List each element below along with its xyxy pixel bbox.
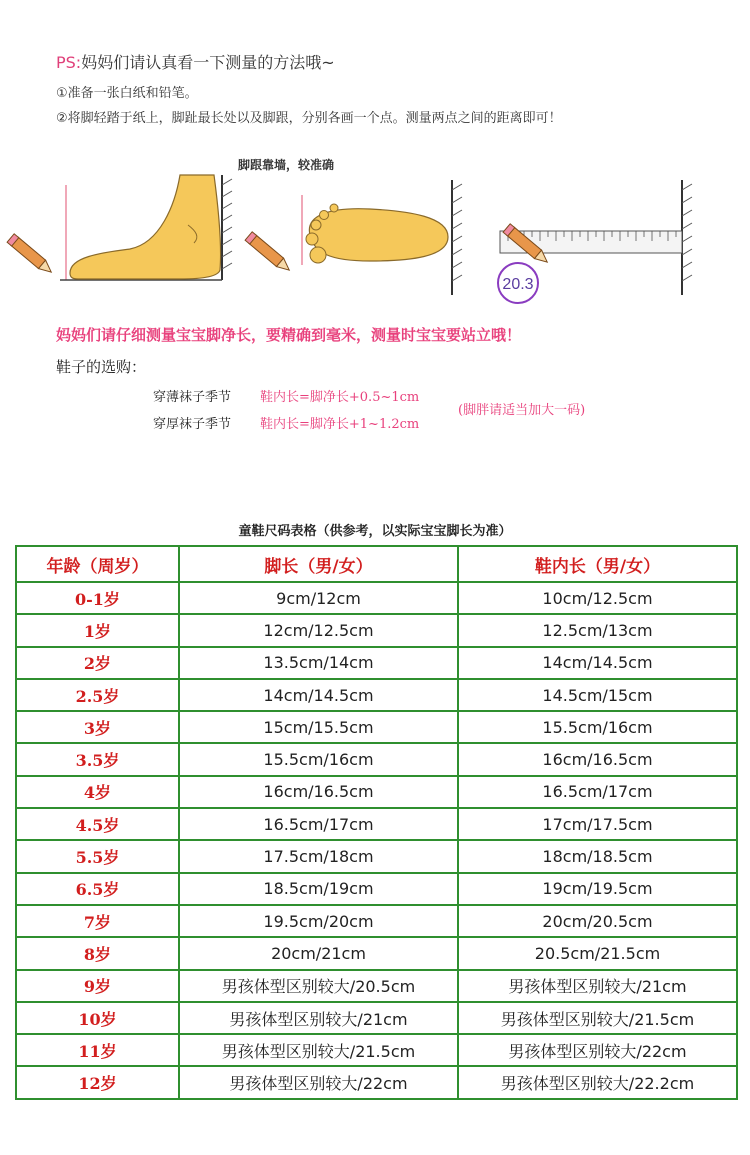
inner-length-cell: 20.5cm/21.5cm [458, 937, 737, 969]
age-cell: 7岁 [16, 905, 179, 937]
age-cell: 1岁 [16, 614, 179, 646]
ps-text: 妈妈们请认真看一下测量的方法哦~ [81, 53, 335, 72]
foot-length-cell: 9cm/12cm [179, 582, 458, 614]
age-cell: 2.5岁 [16, 679, 179, 711]
foot-length-cell: 男孩体型区别较大/21.5cm [179, 1034, 458, 1066]
foot-length-cell: 14cm/14.5cm [179, 679, 458, 711]
inner-length-cell: 12.5cm/13cm [458, 614, 737, 646]
header-inner-length: 鞋内长（男/女） [458, 546, 737, 582]
age-cell: 2岁 [16, 647, 179, 679]
age-cell: 5.5岁 [16, 840, 179, 872]
table-row [16, 776, 737, 808]
age-cell: 0-1岁 [16, 582, 179, 614]
season-thick-socks: 穿厚袜子季节 [153, 417, 232, 432]
inner-length-cell: 15.5cm/16cm [458, 711, 737, 743]
table-row [16, 711, 737, 743]
age-cell: 12岁 [16, 1066, 179, 1098]
table-row [16, 1002, 737, 1034]
table-row [16, 873, 737, 905]
foot-length-cell: 16cm/16.5cm [179, 776, 458, 808]
instruction-step-2: ②将脚轻踏于纸上，脚趾最长处以及脚跟，分别各画一个点。测量两点之间的距离即可！ [56, 111, 562, 126]
measure-warning: 妈妈们请仔细测量宝宝脚净长，要精确到毫米，测量时宝宝要站立哦！ [56, 326, 522, 344]
inner-length-cell: 18cm/18.5cm [458, 840, 737, 872]
foot-length-cell: 19.5cm/20cm [179, 905, 458, 937]
pencil-icon [245, 232, 293, 274]
age-cell: 10岁 [16, 1002, 179, 1034]
foot-length-cell: 男孩体型区别较大/22cm [179, 1066, 458, 1098]
inner-length-cell: 14.5cm/15cm [458, 679, 737, 711]
table-row [16, 840, 737, 872]
size-table-caption: 童鞋尺码表格（供参考，以实际宝宝脚长为准） [238, 524, 512, 539]
inner-length-cell: 男孩体型区别较大/21.5cm [458, 1002, 737, 1034]
table-row [16, 614, 737, 646]
age-cell: 11岁 [16, 1034, 179, 1066]
table-row [16, 1066, 737, 1098]
age-cell: 4岁 [16, 776, 179, 808]
table-row [16, 679, 737, 711]
foot-top-view [302, 180, 462, 295]
table-row [16, 582, 737, 614]
foot-length-cell: 13.5cm/14cm [179, 647, 458, 679]
foot-length-cell: 18.5cm/19cm [179, 873, 458, 905]
formula-thin-socks: 鞋内长=脚净长+0.5~1cm [260, 390, 420, 405]
season-thin-socks: 穿薄袜子季节 [153, 390, 232, 405]
foot-length-cell: 20cm/21cm [179, 937, 458, 969]
size-table [15, 545, 738, 1100]
table-row [16, 970, 737, 1002]
inner-length-cell: 10cm/12.5cm [458, 582, 737, 614]
inner-length-cell: 16cm/16.5cm [458, 743, 737, 775]
foot-length-cell: 男孩体型区别较大/20.5cm [179, 970, 458, 1002]
age-cell: 8岁 [16, 937, 179, 969]
measure-value: 20.3 [502, 276, 534, 293]
inner-length-cell: 男孩体型区别较大/22.2cm [458, 1066, 737, 1098]
age-cell: 6.5岁 [16, 873, 179, 905]
inner-length-cell: 17cm/17.5cm [458, 808, 737, 840]
table-row [16, 808, 737, 840]
foot-length-cell: 男孩体型区别较大/21cm [179, 1002, 458, 1034]
shoe-selection-title: 鞋子的选购： [56, 358, 147, 376]
foot-length-cell: 16.5cm/17cm [179, 808, 458, 840]
age-cell: 9岁 [16, 970, 179, 1002]
inner-length-cell: 男孩体型区别较大/22cm [458, 1034, 737, 1066]
inner-length-cell: 19cm/19.5cm [458, 873, 737, 905]
instruction-step-1: ①准备一张白纸和铅笔。 [56, 86, 198, 101]
inner-length-cell: 16.5cm/17cm [458, 776, 737, 808]
age-cell: 3.5岁 [16, 743, 179, 775]
table-row [16, 905, 737, 937]
foot-length-cell: 17.5cm/18cm [179, 840, 458, 872]
table-row [16, 1034, 737, 1066]
age-cell: 4.5岁 [16, 808, 179, 840]
wide-foot-note: (脚胖请适当加大一码) [458, 403, 586, 418]
age-cell: 3岁 [16, 711, 179, 743]
inner-length-cell: 14cm/14.5cm [458, 647, 737, 679]
table-row [16, 647, 737, 679]
table-row [16, 743, 737, 775]
table-row [16, 937, 737, 969]
foot-length-cell: 15cm/15.5cm [179, 711, 458, 743]
pencil-icon [7, 234, 55, 276]
header-foot-length: 脚长（男/女） [179, 546, 458, 582]
foot-side-view [60, 175, 232, 280]
foot-length-cell: 15.5cm/16cm [179, 743, 458, 775]
wall-note: 脚跟靠墙，较准确 [238, 158, 335, 172]
formula-thick-socks: 鞋内长=脚净长+1~1.2cm [260, 417, 420, 432]
inner-length-cell: 男孩体型区别较大/21cm [458, 970, 737, 1002]
ps-title [56, 50, 335, 73]
ps-prefix: PS: [56, 53, 82, 72]
measuring-illustration [0, 145, 750, 310]
inner-length-cell: 20cm/20.5cm [458, 905, 737, 937]
table-header-row [16, 546, 737, 582]
header-age: 年龄（周岁） [16, 546, 179, 582]
foot-length-cell: 12cm/12.5cm [179, 614, 458, 646]
